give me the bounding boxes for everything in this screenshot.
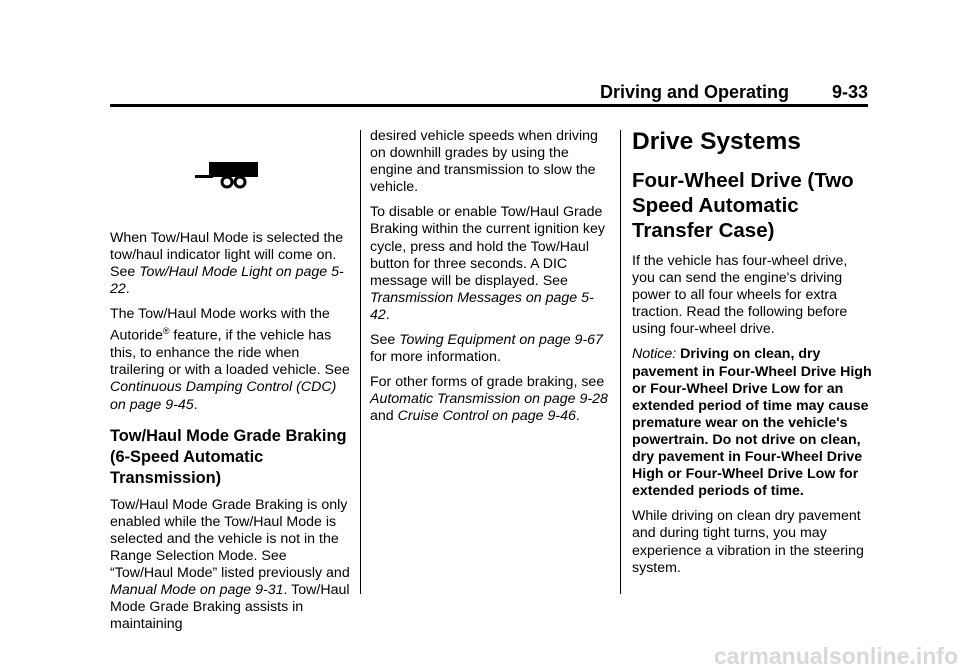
column-1 [110, 230, 350, 641]
section-heading: Four-Wheel Drive (Two Speed Automatic Transfer Case) [632, 169, 854, 242]
punctuation: . [193, 396, 198, 413]
punctuation: . [385, 306, 390, 323]
notice-text: Driving on clean, dry pavement in Four-Wheel Drive High or Four-Wheel Drive Low for an extended period of time may cause premature wear on the vehicle's powertrain. Do not drive on clean, dry pavement in Four-Wheel Drive High or Four-Wheel Drive Low for extended periods of time. [632, 346, 872, 500]
body-text: Tow/Haul Mode Grade Braking is only enabled while the Tow/Haul Mode is selected and the vehicle is not in the Range Selection Mode. See “Tow/Haul Mode” listed previously and [110, 496, 350, 582]
paragraph [370, 204, 610, 324]
body-text: To disable or enable Tow/Haul Grade Braking within the current ignition key cycle, press and hold the Tow/Haul button for three seconds. A DIC message will be displayed. See [370, 204, 606, 289]
paragraph [110, 230, 350, 298]
paragraph [110, 497, 350, 634]
page-header [600, 82, 868, 106]
column-2 [370, 128, 610, 434]
body-text: and [370, 408, 398, 425]
registered-mark: ® [162, 326, 170, 337]
watermark-text: carmanualsonline.info [713, 643, 958, 669]
punctuation: . [575, 408, 580, 425]
body-text: for more information. [370, 349, 501, 366]
paragraph [110, 306, 350, 413]
chapter-heading: Drive Systems [632, 128, 801, 155]
tow-haul-trailer-icon [195, 160, 259, 190]
paragraph [370, 332, 610, 366]
body-text: For other forms of grade braking, see [370, 374, 605, 391]
cross-reference-link[interactable]: Automatic Transmission on page 9-28 [370, 391, 608, 408]
header-rule [110, 104, 868, 107]
section-title: Driving and Operating [600, 82, 790, 102]
paragraph: While driving on clean dry pavement and during tight turns, you may experience a vibration in the steering system. [632, 508, 864, 576]
watermark [704, 640, 960, 670]
paragraph: If the vehicle has four-wheel drive, you can send the engine's driving power to all four wheels for extra traction. Read the following before using four-wheel drive. [632, 253, 848, 338]
body-text: When Tow/Haul Mode is selected the tow/haul indicator light will come on. See [110, 230, 344, 281]
punctuation: . [125, 281, 130, 298]
cross-reference-link[interactable]: Towing Equipment on page 9-67 [399, 332, 603, 349]
paragraph: desired vehicle speeds when driving on downhill grades by using the engine and transmission to slow the vehicle. [370, 128, 598, 196]
body-text: . Tow/Haul Mode Grade Braking assists in maintaining [110, 582, 350, 633]
notice-label: Notice: [632, 346, 677, 363]
body-text: The Tow/Haul Mode works with the Autoride [110, 306, 330, 345]
column-divider [360, 130, 361, 594]
column-divider [620, 130, 621, 594]
body-text: See [370, 332, 400, 349]
cross-reference-link[interactable]: Transmission Messages on page 5-42 [370, 289, 594, 323]
cross-reference-link[interactable]: Manual Mode on page 9-31 [110, 582, 284, 599]
paragraph [370, 374, 610, 425]
column-3 [632, 128, 872, 585]
section-heading: Tow/Haul Mode Grade Braking (6-Speed Automatic Transmission) [110, 426, 347, 487]
cross-reference-link[interactable]: Cruise Control on page 9-46 [397, 408, 576, 425]
page-number: 9-33 [831, 82, 868, 102]
cross-reference-link[interactable]: Continuous Damping Control (CDC) on page 9-45 [110, 379, 337, 413]
notice [632, 346, 872, 500]
cross-reference-link[interactable]: Tow/Haul Mode Light on page 5-22 [110, 264, 344, 298]
body-text: feature, if the vehicle has this, to enhance the ride when trailering or with a loaded vehicle. See [110, 328, 350, 379]
